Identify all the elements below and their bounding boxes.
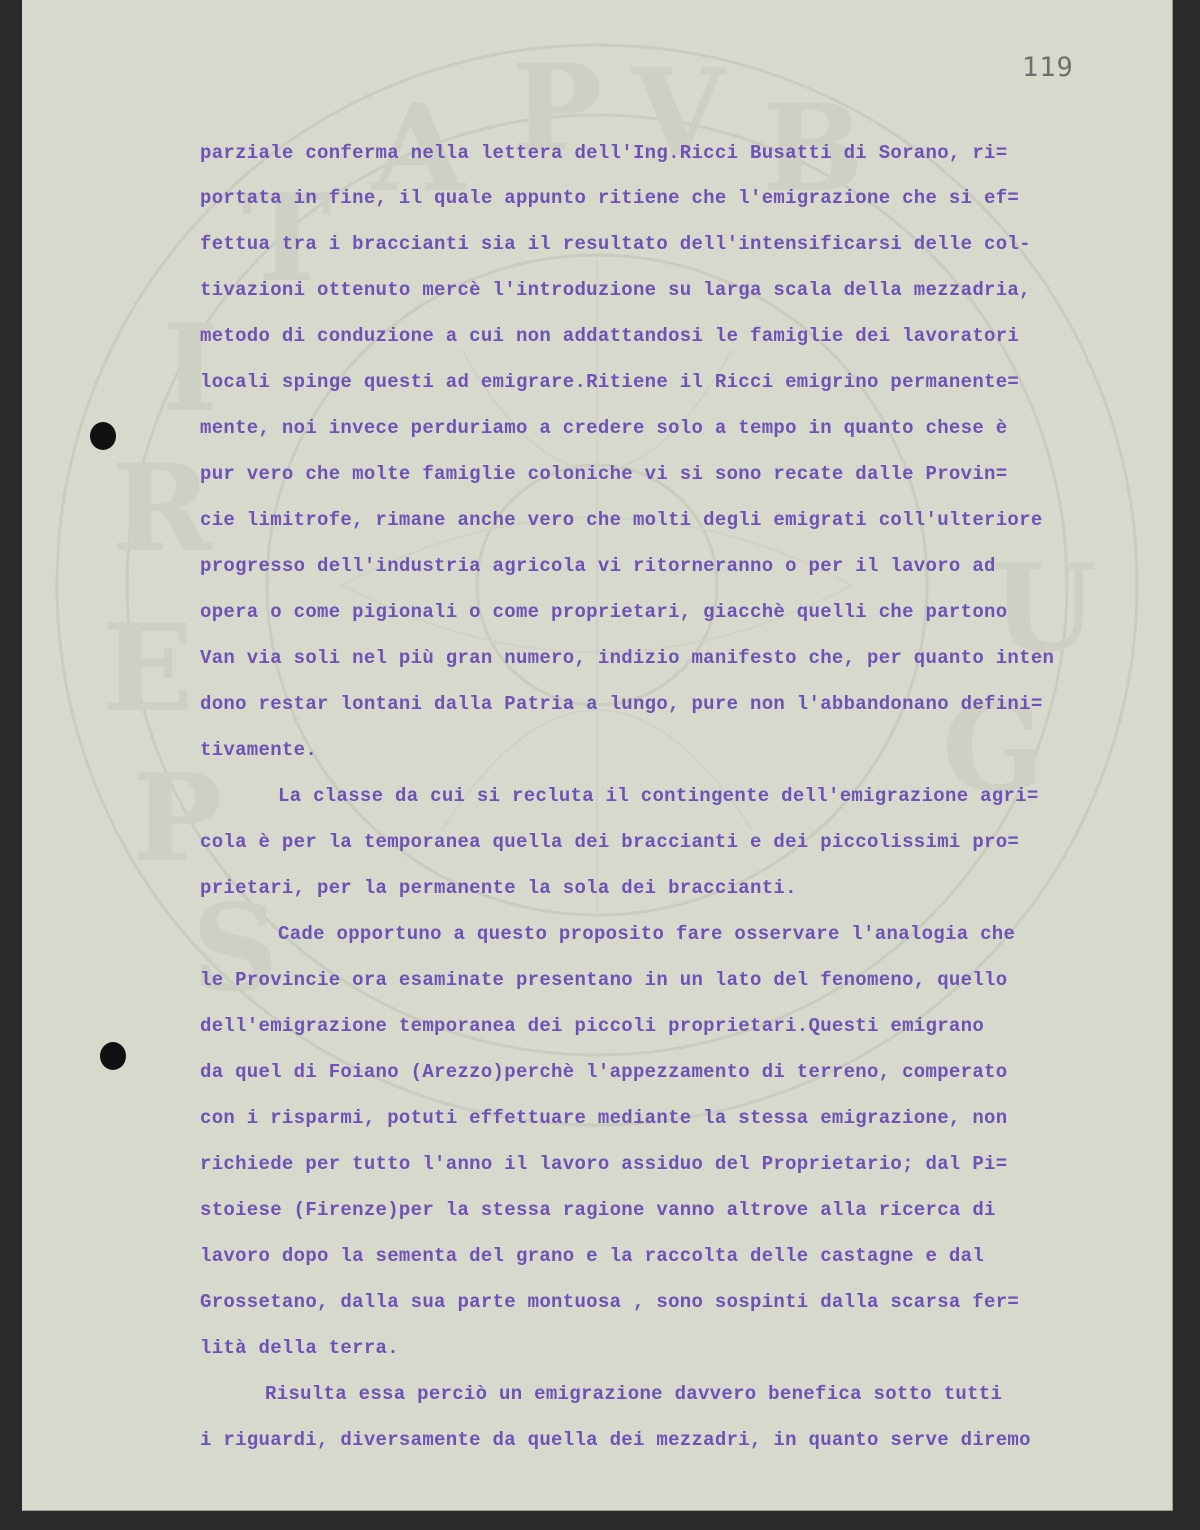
text-line: tivazioni ottenuto mercè l'introduzione su larga scala della mezzadria, bbox=[200, 279, 1031, 301]
text-line: con i risparmi, potuti effettuare mediante la stessa emigrazione, non bbox=[200, 1107, 1008, 1129]
text-line: lavoro dopo la sementa del grano e la raccolta delle castagne e dal bbox=[200, 1245, 985, 1267]
seal-letter: S bbox=[192, 878, 279, 1019]
text-line: cie limitrofe, rimane anche vero che molti degli emigrati coll'ulteriore bbox=[200, 509, 1043, 531]
seal-letter: P bbox=[132, 748, 223, 889]
seal-letter: U bbox=[992, 538, 1097, 679]
seal-letter: E bbox=[102, 598, 194, 739]
text-line: mente, noi invece perduriamo a credere solo a tempo in quanto chese è bbox=[200, 417, 1008, 439]
text-line: da quel di Foiano (Arezzo)perchè l'appezzamento di terreno, comperato bbox=[200, 1061, 1008, 1083]
text-line: Grossetano, dalla sua parte montuosa , sono sospinti dalla scarsa fer= bbox=[200, 1291, 1020, 1313]
text-line: opera o come pigionali o come proprietari, giacchè quelli che partono bbox=[200, 601, 1008, 623]
text-line: La classe da cui si recluta il contingente dell'emigrazione agri= bbox=[278, 785, 1039, 807]
text-line: fettua tra i braccianti sia il resultato dell'intensificarsi delle col- bbox=[200, 233, 1031, 255]
text-line: progresso dell'industria agricola vi ritorneranno o per il lavoro ad bbox=[200, 555, 996, 577]
page-number: 119 bbox=[1022, 52, 1074, 83]
punch-hole bbox=[90, 422, 116, 450]
text-line: richiede per tutto l'anno il lavoro assiduo del Proprietario; dal Pi= bbox=[200, 1153, 1008, 1175]
seal-letter: T bbox=[242, 168, 332, 309]
text-line: pur vero che molte famiglie coloniche vi si sono recate dalle Provin= bbox=[200, 463, 1008, 485]
text-line: stoiese (Firenze)per la stessa ragione vanno altrove alla ricerca di bbox=[200, 1199, 996, 1221]
text-line: tivamente. bbox=[200, 739, 318, 761]
text-line: dell'emigrazione temporanea dei piccoli proprietari.Questi emigrano bbox=[200, 1015, 985, 1037]
text-line: Van via soli nel più gran numero, indizio manifesto che, per quanto inten bbox=[200, 647, 1055, 669]
text-line: Cade opportuno a questo proposito fare osservare l'analogia che bbox=[278, 923, 1016, 945]
seal-letter: R bbox=[112, 438, 212, 579]
text-line: lità della terra. bbox=[200, 1337, 399, 1359]
seal-letter: I bbox=[162, 298, 219, 439]
text-line: locali spinge questi ad emigrare.Ritiene il Ricci emigrino permanente= bbox=[200, 371, 1020, 393]
seal-letter: G bbox=[942, 678, 1045, 819]
seal-letter: A bbox=[372, 78, 466, 219]
text-line: le Provincie ora esaminate presentano in un lato del fenomeno, quello bbox=[200, 969, 1008, 991]
document-page bbox=[22, 0, 1173, 1511]
text-line: metodo di conduzione a cui non addattandosi le famiglie dei lavoratori bbox=[200, 325, 1020, 347]
text-line: portata in fine, il quale appunto ritiene che l'emigrazione che si ef= bbox=[200, 187, 1020, 209]
text-line: Risulta essa perciò un emigrazione davvero benefica sotto tutti bbox=[265, 1383, 1003, 1405]
punch-hole bbox=[100, 1042, 126, 1070]
seal-letter: B bbox=[762, 78, 864, 219]
text-line: dono restar lontani dalla Patria a lungo, pure non l'abbandonano defini= bbox=[200, 693, 1043, 715]
text-line: cola è per la temporanea quella dei braccianti e dei piccolissimi pro= bbox=[200, 831, 1020, 853]
text-line: i riguardi, diversamente da quella dei mezzadri, in quanto serve diremo bbox=[200, 1429, 1031, 1451]
seal-letter: P bbox=[512, 38, 603, 179]
seal-letter: V bbox=[632, 43, 726, 184]
text-line: parziale conferma nella lettera dell'Ing.Ricci Busatti di Sorano, ri= bbox=[200, 142, 1008, 164]
text-line: prietari, per la permanente la sola dei braccianti. bbox=[200, 877, 797, 899]
